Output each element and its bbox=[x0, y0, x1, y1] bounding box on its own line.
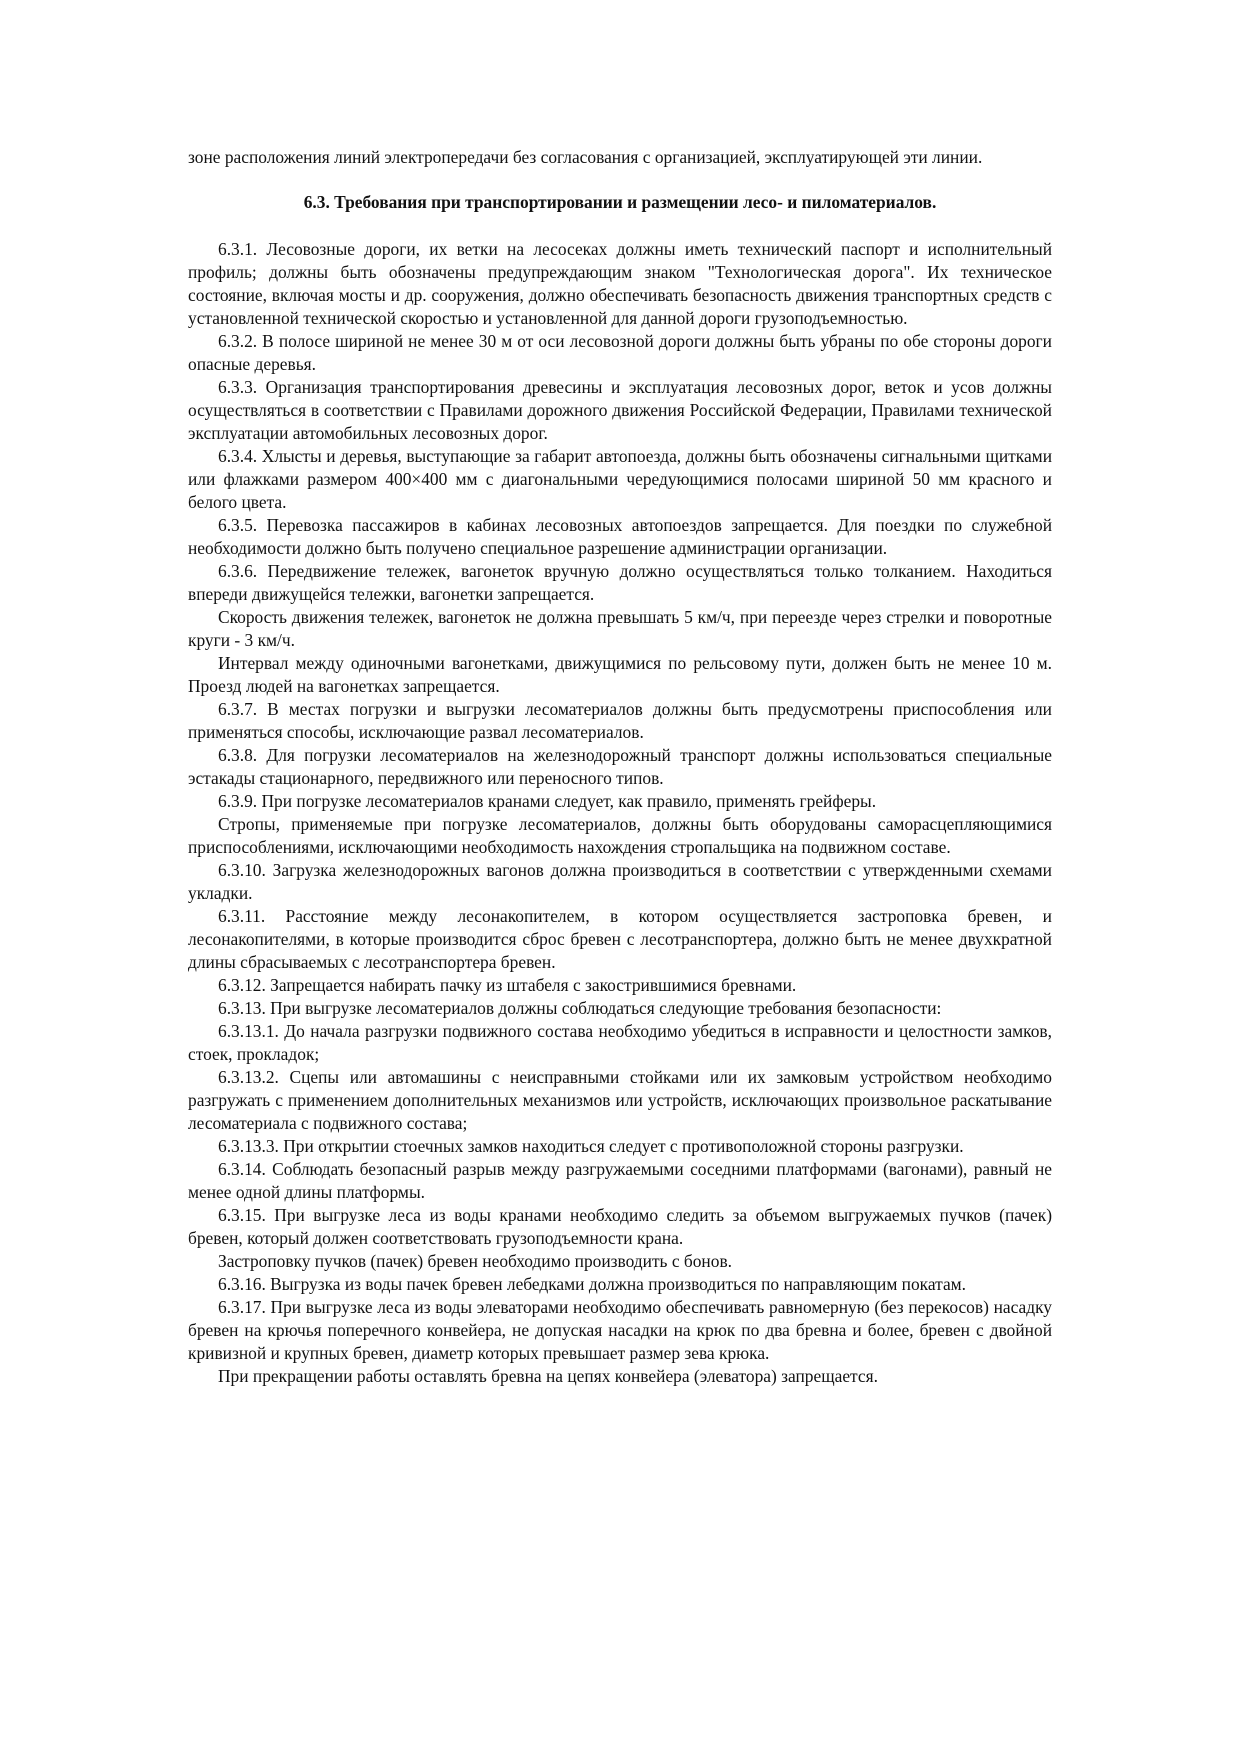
paragraph: 6.3.7. В местах погрузки и выгрузки лесоматериалов должны быть предусмотрены приспособления или применяться способы, исключающие развал лесоматериалов. bbox=[188, 699, 1052, 742]
paragraph: 6.3.4. Хлысты и деревья, выступающие за габарит автопоезда, должны быть обозначены сигнальными щитками или флажками размером 400×400 мм с диагональными чередующимися полосами шириной 50 мм красного и белого цвета. bbox=[188, 446, 1052, 512]
paragraph: Интервал между одиночными вагонетками, движущимися по рельсовому пути, должен быть не менее 10 м. Проезд людей на вагонетках запрещается. bbox=[188, 653, 1052, 696]
paragraph: Скорость движения тележек, вагонеток не должна превышать 5 км/ч, при переезде через стрелки и поворотные круги - 3 км/ч. bbox=[188, 607, 1052, 650]
paragraph: 6.3.5. Перевозка пассажиров в кабинах лесовозных автопоездов запрещается. Для поездки по служебной необходимости должно быть получено специальное разрешение администрации организации. bbox=[188, 515, 1052, 558]
paragraph: 6.3.11. Расстояние между лесонакопителем, в котором осуществляется застроповка бревен, и лесонакопителями, в которые производится сброс бревен с лесотранспортера, должно быть не менее двухкратной длины сбрасываемых с лесотранспортера бревен. bbox=[188, 906, 1052, 972]
document-page bbox=[188, 146, 1052, 1388]
paragraph: 6.3.14. Соблюдать безопасный разрыв между разгружаемыми соседними платформами (вагонами), равный не менее одной длины платформы. bbox=[188, 1159, 1052, 1202]
paragraph: 6.3.3. Организация транспортирования древесины и эксплуатация лесовозных дорог, веток и усов должны осуществляться в соответствии с Правилами дорожного движения Российской Федерации, Правилами технической эксплуатации автомобильных лесовозных дорог. bbox=[188, 377, 1052, 443]
paragraph: 6.3.1. Лесовозные дороги, их ветки на лесосеках должны иметь технический паспорт и исполнительный профиль; должны быть обозначены предупреждающим знаком "Технологическая дорога". Их техническое состояние, включая мосты и др. сооружения, должно обеспечивать безопасность движения транспортных средств с установленной технической скоростью и установленной для данной дороги грузоподъемностью. bbox=[188, 239, 1052, 328]
paragraph: 6.3.9. При погрузке лесоматериалов кранами следует, как правило, применять грейферы. bbox=[218, 791, 877, 811]
paragraph: 6.3.8. Для погрузки лесоматериалов на железнодорожный транспорт должны использоваться специальные эстакады стационарного, передвижного или переносного типов. bbox=[188, 745, 1052, 788]
paragraph: 6.3.13.3. При открытии стоечных замков находиться следует с противоположной стороны разгрузки. bbox=[218, 1136, 964, 1156]
paragraph: 6.3.2. В полосе шириной не менее 30 м от оси лесовозной дороги должны быть убраны по обе стороны дороги опасные деревья. bbox=[188, 331, 1052, 374]
paragraph: 6.3.13. При выгрузке лесоматериалов должны соблюдаться следующие требования безопасности: bbox=[218, 998, 942, 1018]
paragraph: 6.3.13.2. Сцепы или автомашины с неисправными стойками или их замковым устройством необходимо разгружать с применением дополнительных механизмов или устройств, исключающих произвольное раскатывание лесоматериала с подвижного состава; bbox=[188, 1067, 1052, 1133]
paragraph: 6.3.15. При выгрузке леса из воды кранами необходимо следить за объемом выгружаемых пучков (пачек) бревен, который должен соответствовать грузоподъемности крана. bbox=[188, 1205, 1052, 1248]
paragraph: 6.3.13.1. До начала разгрузки подвижного состава необходимо убедиться в исправности и целостности замков, стоек, прокладок; bbox=[188, 1021, 1052, 1064]
paragraph: 6.3.16. Выгрузка из воды пачек бревен лебедками должна производиться по направляющим покатам. bbox=[218, 1274, 967, 1294]
paragraph-list bbox=[188, 238, 1052, 1388]
paragraph: 6.3.17. При выгрузке леса из воды элеваторами необходимо обеспечивать равномерную (без перекосов) насадку бревен на крючья поперечного конвейера, не допуская насадки на крюк по два бревна и более, бревен с двойной кривизной и крупных бревен, диаметр которых превышает размер зева крюка. bbox=[188, 1297, 1052, 1363]
paragraph: Стропы, применяемые при погрузке лесоматериалов, должны быть оборудованы саморасцепляющимися приспособлениями, исключающими необходимость нахождения стропальщика на подвижном составе. bbox=[188, 814, 1052, 857]
paragraph: Застроповку пучков (пачек) бревен необходимо производить с бонов. bbox=[218, 1251, 732, 1271]
paragraph: 6.3.6. Передвижение тележек, вагонеток вручную должно осуществляться только толканием. Находиться впереди движущейся тележки, вагонетки запрещается. bbox=[188, 561, 1052, 604]
paragraph: 6.3.10. Загрузка железнодорожных вагонов должна производиться в соответствии с утвержденными схемами укладки. bbox=[188, 860, 1052, 903]
section-heading: 6.3. Требования при транспортировании и размещении лесо- и пиломатериалов. bbox=[303, 192, 937, 212]
paragraph: 6.3.12. Запрещается набирать пачку из штабеля с закострившимися бревнами. bbox=[218, 975, 797, 995]
intro-paragraph: зоне расположения линий электропередачи без согласования с организацией, эксплуатирующей эти линии. bbox=[188, 147, 983, 167]
paragraph: При прекращении работы оставлять бревна на цепях конвейера (элеватора) запрещается. bbox=[218, 1366, 878, 1386]
